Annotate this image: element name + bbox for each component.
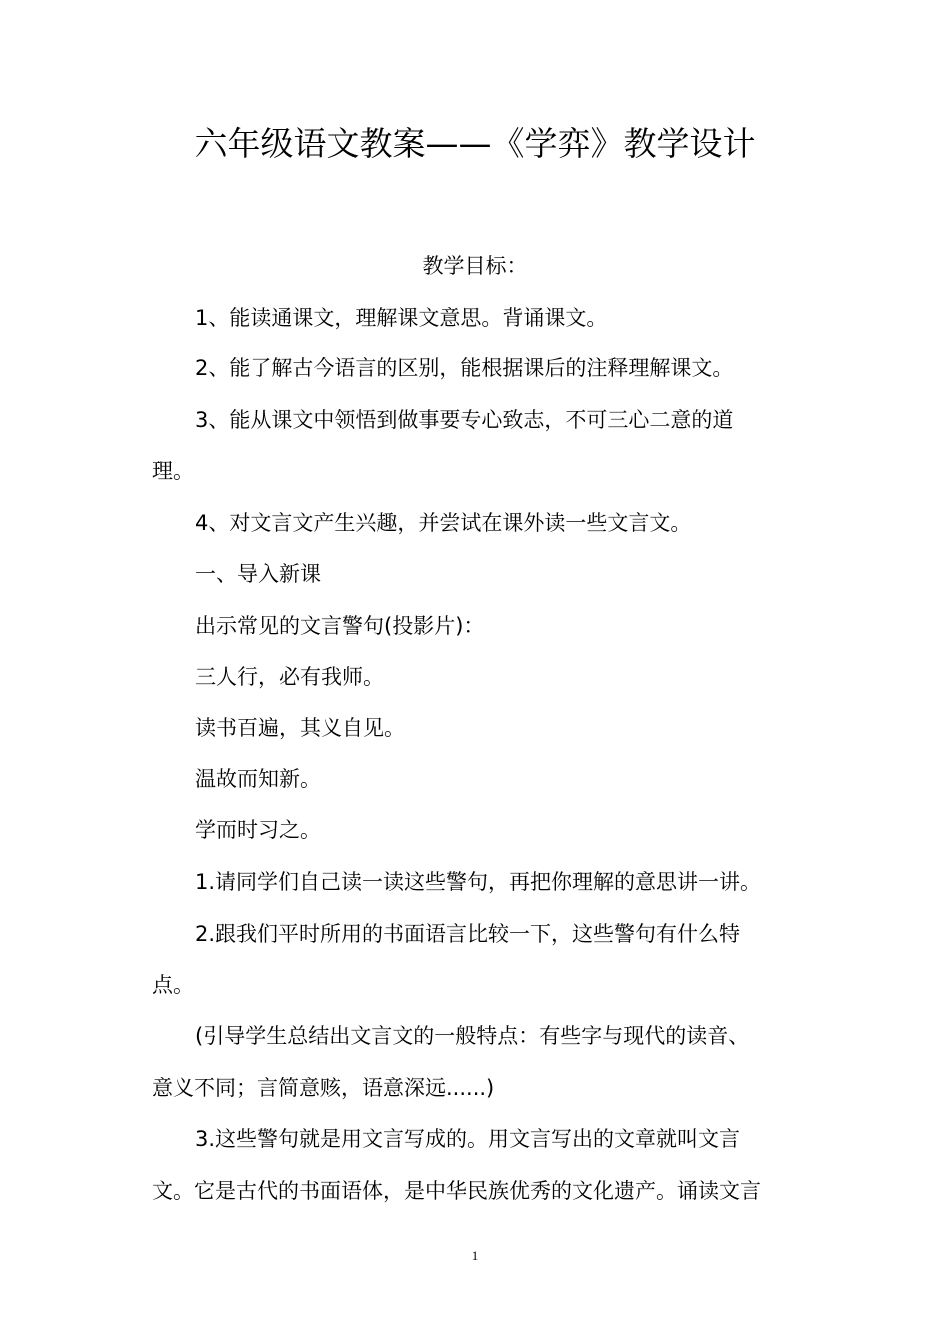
goal-4: 4、对文言文产生兴趣，并尝试在课外读一些文言文。 <box>195 511 692 535</box>
show-proverbs: 出示常见的文言警句(投影片)： <box>195 614 485 638</box>
guide-line-1: (引导学生总结出文言文的一般特点：有些字与现代的读音、 <box>195 1024 750 1048</box>
section-heading-intro: 一、导入新课 <box>195 562 321 586</box>
step-3-line-2: 文。它是古代的书面语体，是中华民族优秀的文化遗产。诵读文言 <box>152 1179 761 1203</box>
proverb-3: 温故而知新。 <box>195 767 321 791</box>
page-number: 1 <box>471 1248 479 1263</box>
step-2-line-2: 点。 <box>152 973 194 997</box>
step-2-line-1: 2.跟我们平时所用的书面语言比较一下，这些警句有什么特 <box>195 922 741 946</box>
proverb-1: 三人行，必有我师。 <box>195 665 384 689</box>
step-3-line-1: 3.这些警句就是用文言写成的。用文言写出的文章就叫文言 <box>195 1127 741 1151</box>
goal-2: 2、能了解古今语言的区别，能根据课后的注释理解课文。 <box>195 356 734 380</box>
proverb-4: 学而时习之。 <box>195 818 321 842</box>
step-1: 1.请同学们自己读一读这些警句，再把你理解的意思讲一讲。 <box>195 870 762 894</box>
proverb-2: 读书百遍，其义自见。 <box>195 716 405 740</box>
document-title: 六年级语文教案——《学弈》教学设计 <box>194 124 756 163</box>
goals-heading: 教学目标： <box>422 254 528 278</box>
goal-1: 1、能读通课文，理解课文意思。背诵课文。 <box>195 306 608 330</box>
goal-3-line-2: 理。 <box>152 459 194 483</box>
goal-3-line-1: 3、能从课文中领悟到做事要专心致志，不可三心二意的道 <box>195 408 734 432</box>
guide-line-2: 意义不同；言简意赅，语意深远......) <box>152 1076 495 1100</box>
